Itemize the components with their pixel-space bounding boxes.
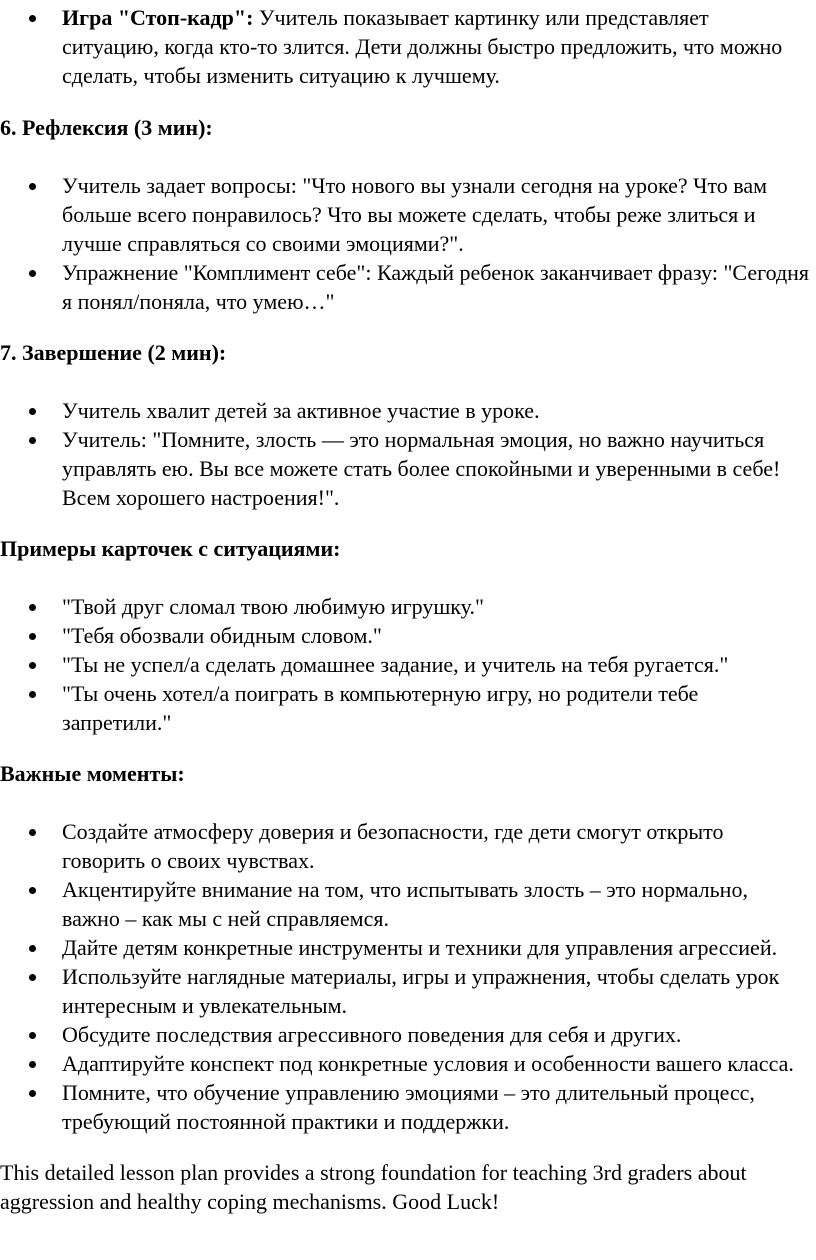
important-heading: Важные моменты:	[0, 761, 185, 786]
bullet-icon	[29, 604, 36, 611]
list-item	[0, 1078, 816, 1136]
bullet-icon	[29, 662, 36, 669]
document-page	[0, 3, 816, 1260]
ending-heading: 7. Завершение (2 мин):	[0, 340, 227, 365]
ending-list	[0, 396, 816, 512]
list-item-text: Учитель хвалит детей за активное участие в уроке.	[62, 398, 540, 423]
stopframe-label: Игра "Стоп-кадр":	[62, 5, 254, 30]
bullet-icon	[29, 829, 36, 836]
list-item	[0, 425, 816, 512]
list-item-text: Учитель: "Помните, злость — это нормальная эмоция, но важно научиться управлять ею. Вы все можете стать более спокойными и уверенными в себе! Всем хорошего настроения!".	[62, 427, 781, 510]
list-item-text: Упражнение "Комплимент себе": Каждый ребенок заканчивает фразу: "Сегодня я понял/поняла, что умею…"	[62, 260, 810, 314]
list-item	[0, 933, 816, 962]
bullet-icon	[29, 633, 36, 640]
list-item-text: "Ты не успел/а сделать домашнее задание, и учитель на тебя ругается."	[62, 652, 729, 677]
list-item	[0, 817, 816, 875]
bullet-icon	[29, 945, 36, 952]
list-item-text: Помните, что обучение управлению эмоциями – это длительный процесс, требующий постоянной практики и поддержки.	[62, 1080, 755, 1134]
list-item-text: Дайте детям конкретные инструменты и техники для управления агрессией.	[62, 935, 778, 960]
stopframe-list	[0, 3, 816, 90]
list-item	[0, 650, 816, 679]
bullet-icon	[29, 1090, 36, 1097]
bullet-icon	[29, 1061, 36, 1068]
list-item	[0, 962, 816, 1020]
list-item-text: Создайте атмосферу доверия и безопасности, где дети смогут открыто говорить о своих чувствах.	[62, 819, 724, 873]
list-item	[0, 171, 816, 258]
bullet-icon	[29, 1032, 36, 1039]
list-item	[0, 1020, 816, 1049]
examples-list	[0, 592, 816, 737]
list-item-text: "Твой друг сломал твою любимую игрушку."	[62, 594, 484, 619]
bullet-icon	[29, 691, 36, 698]
list-item-text: Используйте наглядные материалы, игры и упражнения, чтобы сделать урок интересным и увлекательным.	[62, 964, 780, 1018]
list-item-text: "Ты очень хотел/а поиграть в компьютерную игру, но родители тебе запретили."	[62, 681, 699, 735]
bullet-icon	[29, 270, 36, 277]
list-item	[0, 258, 816, 316]
list-item	[0, 621, 816, 650]
reflection-list	[0, 171, 816, 316]
list-item-text: Акцентируйте внимание на том, что испытывать злость – это нормально, важно – как мы с ней справляемся.	[62, 877, 748, 931]
bullet-icon	[29, 183, 36, 190]
examples-heading: Примеры карточек с ситуациями:	[0, 536, 341, 561]
list-item-text: Адаптируйте конспект под конкретные условия и особенности вашего класса.	[62, 1051, 794, 1076]
list-item-text: Учитель задает вопросы: "Что нового вы узнали сегодня на уроке? Что вам больше всего понравилось? Что вы можете сделать, чтобы реже злиться и лучше справляться со своими эмоциями?".	[62, 173, 768, 256]
reflection-heading: 6. Рефлексия (3 мин):	[0, 115, 213, 140]
list-item	[0, 679, 816, 737]
list-item	[0, 3, 816, 90]
bullet-icon	[29, 974, 36, 981]
important-list	[0, 817, 816, 1136]
list-item	[0, 875, 816, 933]
bullet-icon	[29, 887, 36, 894]
stopframe-text: Учитель показывает картинку или представляет ситуацию, когда кто-то злится. Дети должны быстро предложить, что можно сделать, чтобы изменить ситуацию к лучшему.	[62, 5, 783, 88]
closing-paragraph: This detailed lesson plan provides a strong foundation for teaching 3rd graders about aggression and healthy coping mechanisms. Good Luck!	[0, 1160, 747, 1214]
list-item-text: "Тебя обозвали обидным словом."	[62, 623, 382, 648]
bullet-icon	[29, 437, 36, 444]
bullet-icon	[29, 15, 36, 22]
list-item-text: Обсудите последствия агрессивного поведения для себя и других.	[62, 1022, 682, 1047]
list-item	[0, 396, 816, 425]
bullet-icon	[29, 408, 36, 415]
list-item	[0, 592, 816, 621]
list-item	[0, 1049, 816, 1078]
